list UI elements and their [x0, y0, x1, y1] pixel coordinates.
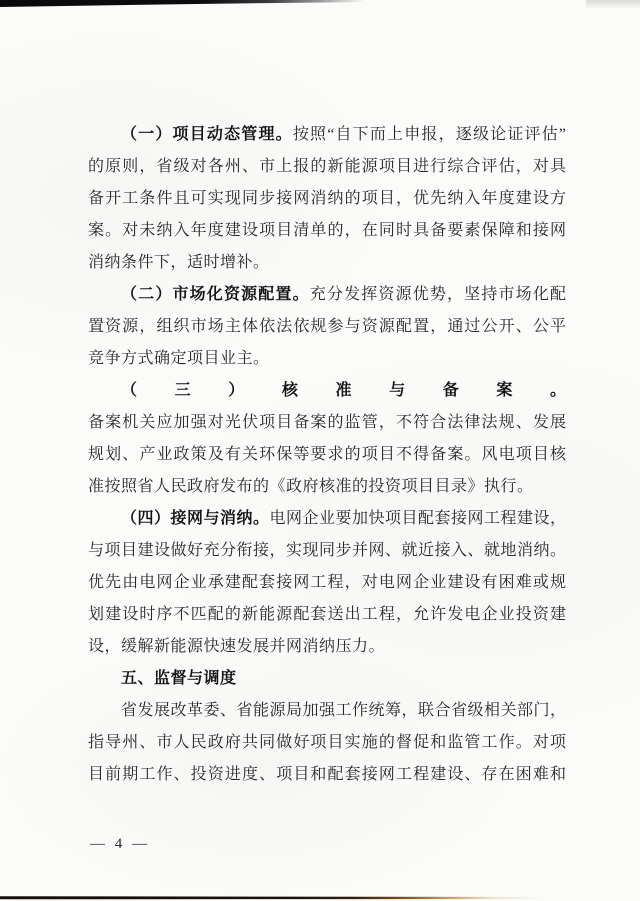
- bold-lead-text: （二）市场化资源配置。: [121, 286, 310, 303]
- text-line: [88, 695, 566, 727]
- document-body: [88, 119, 566, 791]
- text-line: [88, 759, 566, 791]
- body-text: 备案机关应加强对光伏项目备案的监管，不符合法律法规、发展: [88, 414, 566, 431]
- bold-lead-text: （四）接网与消纳。: [121, 510, 270, 527]
- body-text: 省发展改革委、省能源局加强工作统筹，联合省级相关部门，: [121, 702, 566, 719]
- scan-artifact-top-right-smudge: [586, 0, 640, 9]
- body-text: 备开工条件且可实现同步接网消纳的项目，优先纳入年度建设方: [88, 190, 566, 207]
- text-line: [88, 375, 566, 407]
- text-line: [88, 503, 566, 535]
- text-line: [88, 631, 566, 663]
- text-line: [88, 407, 566, 439]
- body-text: 规划、产业政策及有关环保等要求的项目不得备案。风电项目核: [88, 446, 566, 463]
- body-text: 目前期工作、投资进度、项目和配套接网工程建设、存在困难和: [88, 766, 566, 783]
- body-text: 准按照省人民政府发布的《政府核准的投资项目目录》执行。: [88, 478, 534, 495]
- body-text: 置资源，组织市场主体依法依规参与资源配置，通过公开、公平: [88, 318, 566, 335]
- text-line: [88, 439, 566, 471]
- bold-lead-text: 五、监督与调度: [121, 670, 237, 687]
- body-text: 消纳条件下，适时增补。: [88, 254, 270, 271]
- body-text: 设，缓解新能源快速发展并网消纳压力。: [88, 638, 386, 655]
- body-text: 划建设时序不匹配的新能源配套送出工程，允许发电企业投资建: [88, 606, 566, 623]
- text-line: [88, 471, 566, 503]
- bold-lead-text: （三）核准与备案。: [121, 382, 566, 399]
- text-line: [88, 247, 566, 279]
- text-line: [88, 311, 566, 343]
- text-line: [88, 599, 566, 631]
- page-number: — 4 —: [90, 836, 150, 852]
- bold-lead-text: （一）项目动态管理。: [121, 126, 293, 143]
- text-line: [88, 215, 566, 247]
- text-line: [88, 343, 566, 375]
- text-line: [88, 279, 566, 311]
- body-text: 与项目建设做好充分衔接，实现同步并网、就近接入、就地消纳。: [88, 542, 566, 559]
- body-text: 电网企业要加快项目配套接网工程建设，: [269, 510, 566, 527]
- text-line: [88, 535, 566, 567]
- text-line: [88, 183, 566, 215]
- body-text: 竞争方式确定项目业主。: [88, 350, 270, 367]
- body-text: 充分发挥资源优势，坚持市场化配: [309, 286, 566, 303]
- body-text: 的原则，省级对各州、市上报的新能源项目进行综合评估，对具: [88, 158, 566, 175]
- text-line: [88, 151, 566, 183]
- scan-artifact-top-edge: [0, 0, 372, 7]
- scan-artifact-bottom-edge: [0, 895, 560, 900]
- body-text: 指导州、市人民政府共同做好项目实施的督促和监管工作。对项: [88, 734, 566, 751]
- body-text: 优先由电网企业承建配套接网工程，对电网企业建设有困难或规: [88, 574, 566, 591]
- section-heading: [88, 663, 566, 695]
- text-line: [88, 567, 566, 599]
- body-text: 案。对未纳入年度建设项目清单的，在同时具备要素保障和接网: [88, 222, 566, 239]
- text-line: [88, 119, 566, 151]
- text-line: [88, 727, 566, 759]
- body-text: 按照“自下而上申报，逐级论证评估”: [292, 126, 566, 143]
